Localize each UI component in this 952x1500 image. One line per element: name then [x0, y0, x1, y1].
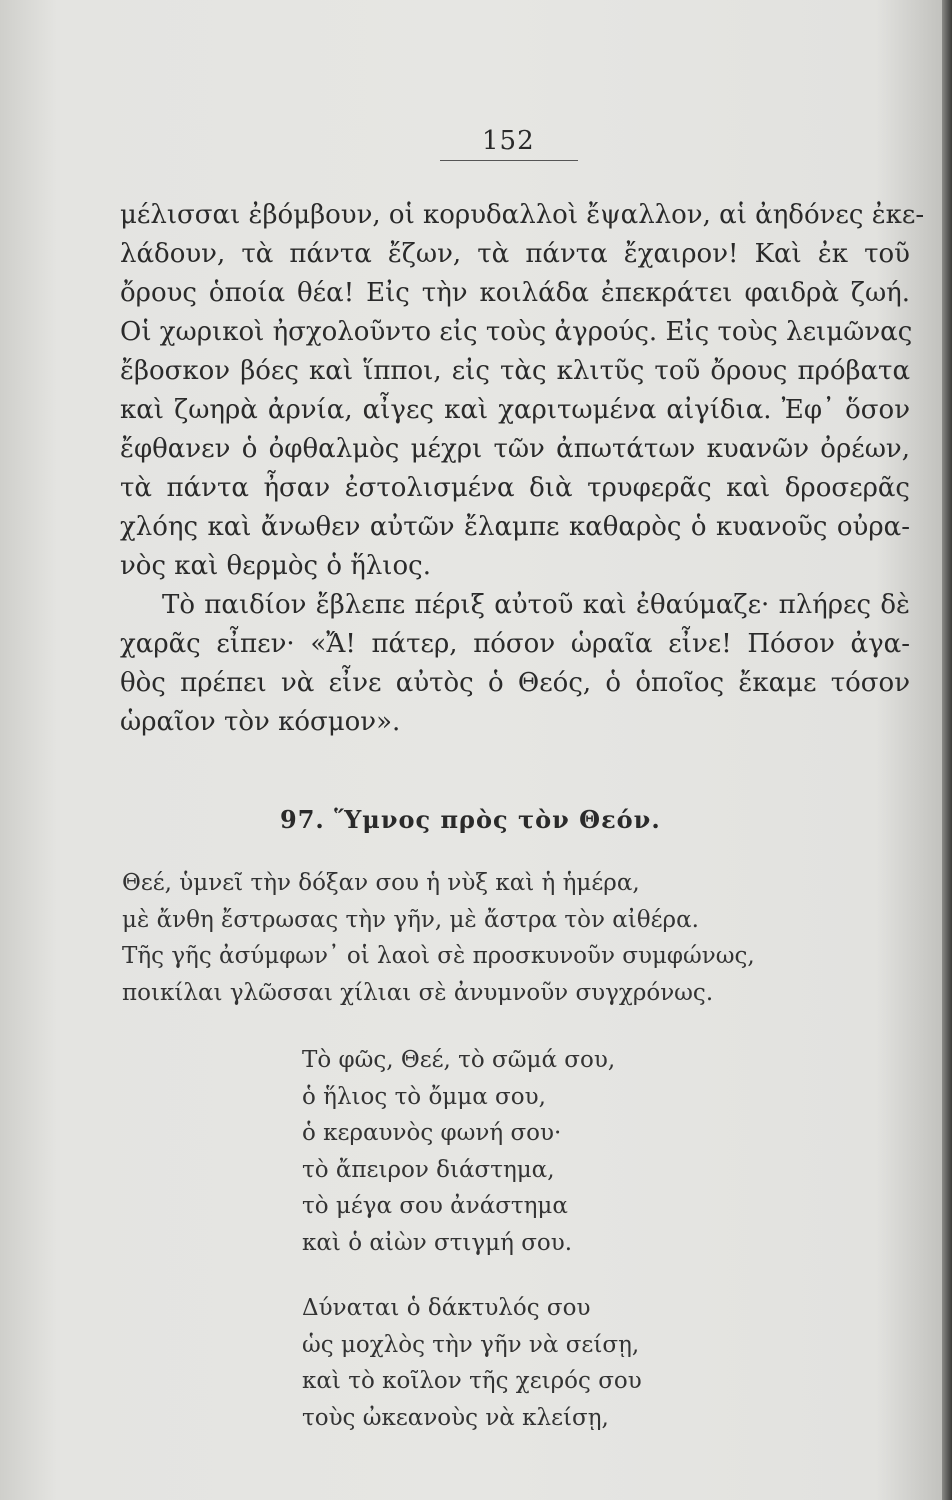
- hymn-stanza-2: [302, 1290, 642, 1436]
- verse-line: ὡς μοχλὸς τὴν γῆν νὰ σείσῃ,: [302, 1331, 640, 1358]
- prose-line: νὸς καὶ θερμὸς ὁ ἥλιος.: [120, 551, 431, 581]
- prose-line: χλόης καὶ ἄνωθεν αὐτῶν ἔλαμπε καθαρὸς ὁ κυανοῦς οὐρα-: [120, 512, 910, 542]
- verse-line: καὶ ὁ αἰὼν στιγμή σου.: [302, 1229, 573, 1256]
- prose-line: λάδουν, τὰ πάντα ἔζων, τὰ πάντα ἔχαιρον! Καὶ ἐκ τοῦ: [120, 239, 910, 269]
- prose-line: ἔβοσκον βόες καὶ ἵπποι, εἰς τὰς κλιτῦς τοῦ ὄρους πρόβατα: [120, 356, 910, 386]
- verse-line: ὁ ἥλιος τὸ ὄμμα σου,: [302, 1083, 546, 1110]
- page-edge-shadow: [942, 0, 952, 1500]
- verse-line: ὁ κεραυνὸς φωνή σου·: [302, 1120, 562, 1146]
- prose-line: καὶ ζωηρὰ ἀρνία, αἶγες καὶ χαριτωμένα αἰγίδια. Ἐφ᾽ ὅσον: [120, 395, 910, 425]
- prose-line: ἔφθανεν ὁ ὀφθαλμὸς μέχρι τῶν ἀπωτάτων κυανῶν ὀρέων,: [120, 434, 910, 464]
- verse-line: τοὺς ὠκεανοὺς νὰ κλείσῃ,: [302, 1404, 609, 1431]
- hymn-opening-verses: [122, 865, 755, 1011]
- prose-line: Τὸ παιδίον ἔβλεπε πέριξ αὐτοῦ καὶ ἐθαύμαζε· πλήρες δὲ: [162, 590, 910, 620]
- prose-line: ὡραῖον τὸν κόσμον».: [120, 707, 401, 737]
- prose-line: μέλισσαι ἐβόμβουν, οἱ κορυδαλλοὶ ἔψαλλον, αἱ ἀηδόνες ἐκε-: [120, 200, 925, 230]
- verse-line: Τὸ φῶς, Θεέ, τὸ σῶμά σου,: [302, 1047, 616, 1073]
- hymn-stanza-1: [302, 1042, 615, 1261]
- verse-line: Θεέ, ὑμνεῖ τὴν δόξαν σου ἡ νὺξ καὶ ἡ ἡμέρα,: [122, 870, 640, 896]
- prose-paragraphs: [120, 196, 925, 742]
- page-number-rule: [440, 160, 578, 161]
- verse-line: μὲ ἄνθη ἔστρωσας τὴν γῆν, μὲ ἄστρα τὸν αἰθέρα.: [122, 906, 699, 933]
- prose-line: τὰ πάντα ἦσαν ἐστολισμένα διὰ τρυφερᾶς καὶ δροσερᾶς: [120, 473, 910, 503]
- prose-line: Οἱ χωρικοὶ ἠσχολοῦντο εἰς τοὺς ἀγρούς. Εἰς τοὺς λειμῶνας: [120, 317, 913, 347]
- verse-line: τὸ μέγα σου ἀνάστημα: [302, 1193, 568, 1219]
- hymn-title: 97. Ὕμνος πρὸς τὸν Θεόν.: [280, 805, 661, 834]
- page-number: 152: [482, 126, 535, 156]
- prose-line: ὄρους ὁποία θέα! Εἰς τὴν κοιλάδα ἐπεκράτει φαιδρὰ ζωή.: [120, 278, 910, 308]
- verse-line: τὸ ἄπειρον διάστημα,: [302, 1156, 555, 1183]
- verse-line: Τῆς γῆς ἀσύμφων᾽ οἱ λαοὶ σὲ προσκυνοῦν συμφώνως,: [122, 943, 755, 969]
- verse-line: ποικίλαι γλῶσσαι χίλιαι σὲ ἀνυμνοῦν συγχρόνως.: [122, 979, 714, 1006]
- prose-line: χαρᾶς εἶπεν· «Ἄ! πάτερ, πόσον ὡραῖα εἶνε! Πόσον ἀγα-: [120, 629, 910, 659]
- verse-line: καὶ τὸ κοῖλον τῆς χειρός σου: [302, 1368, 642, 1394]
- verse-line: Δύναται ὁ δάκτυλός σου: [302, 1295, 591, 1321]
- prose-line: θὸς πρέπει νὰ εἶνε αὐτὸς ὁ Θεός, ὁ ὁποῖος ἔκαμε τόσον: [120, 668, 910, 698]
